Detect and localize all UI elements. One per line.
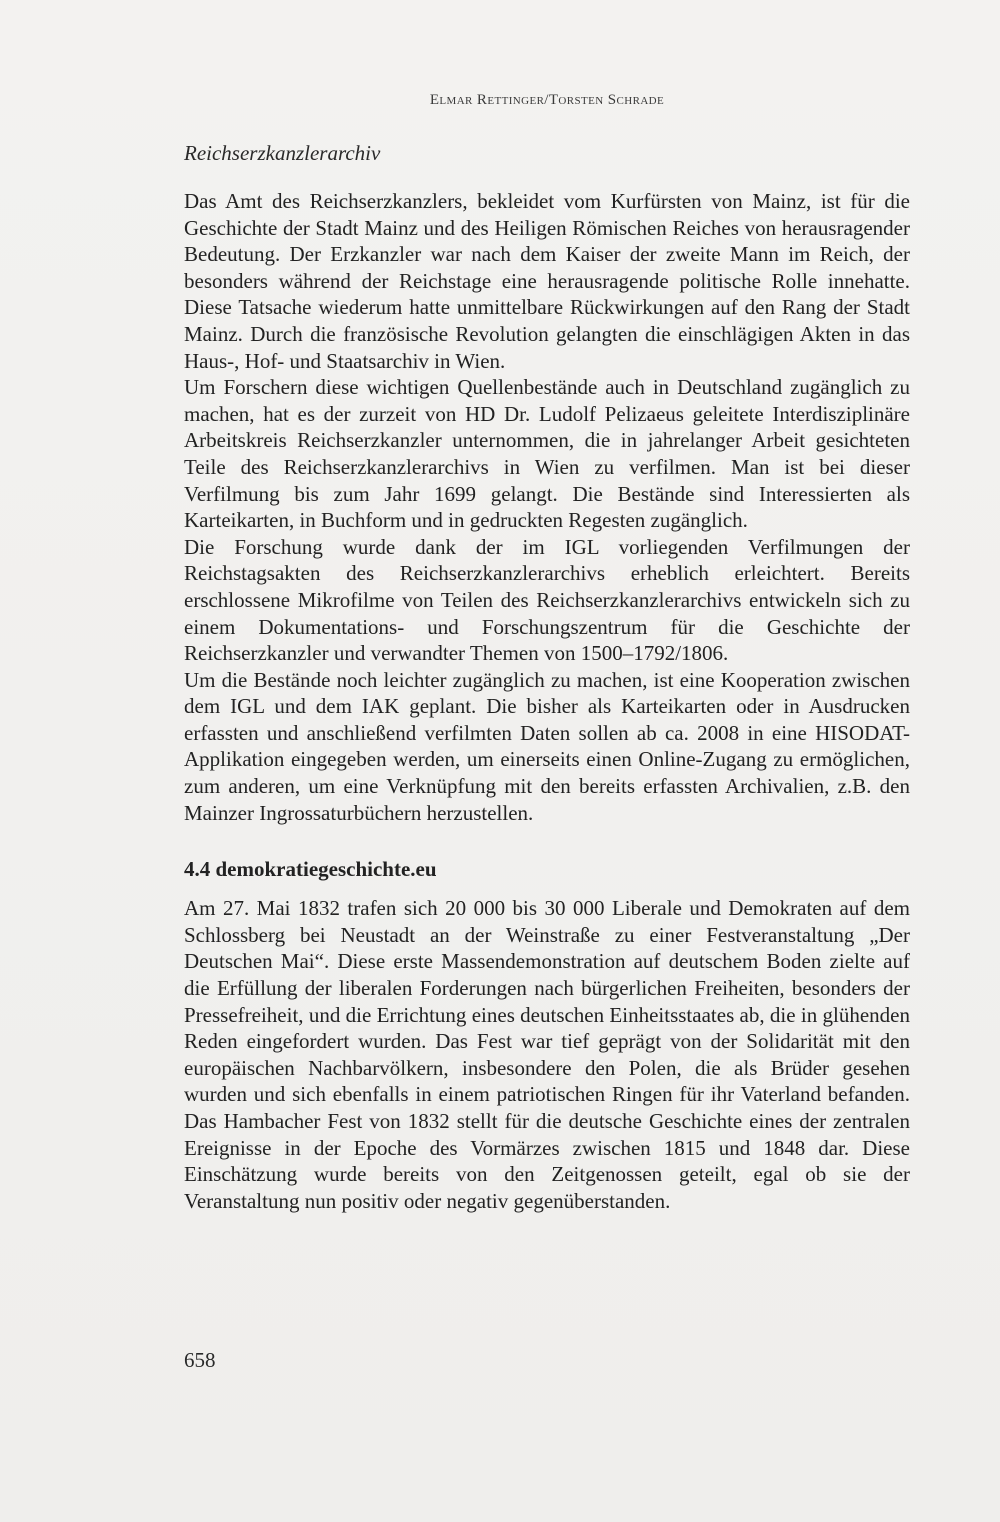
section-title-reichserzkanzlerarchiv: Reichserzkanzlerarchiv (184, 141, 381, 165)
paragraph-5: Am 27. Mai 1832 trafen sich 20 000 bis 30 000 Liberale und Demokraten auf dem Schlossberg bei Neustadt an der Weinstraße zu einer Festveranstaltung „Der Deutschen Mai“. Diese erste Massendemonstration auf deutschem Boden zielte auf die Erfüllung der liberalen Forderungen nach bürgerlichen Freiheiten, besonders der Pressefreiheit, und die Errichtung eines deutschen Einheitsstaates ab, die in glühenden Reden eingefordert wurden. Das Fest war tief geprägt von der Solidarität mit den europäischen Nachbarvölkern, insbesondere den Polen, die als Brüder gesehen wurden und sich ebenfalls in einem patriotischen Ringen für ihr Vaterland befanden. Das Hambacher Fest von 1832 stellt für die deutsche Geschichte eines der zentralen Ereignisse in der Epoche des Vormärzes zwischen 1815 und 1848 dar. Diese Einschätzung wurde bereits von den Zeitgenossen geteilt, egal ob sie der Veranstaltung nun positiv oder negativ gegenüberstanden. (184, 896, 910, 1213)
paragraph-1: Das Amt des Reichserzkanzlers, bekleidet vom Kurfürsten von Mainz, ist für die Geschichte der Stadt Mainz und des Heiligen Römischen Reiches von herausragender Bedeutung. Der Erzkanzler war nach dem Kaiser der zweite Mann im Reich, der besonders während der Reichstage eine herausragende politische Rolle innehatte. Diese Tatsache wiederum hatte unmittelbare Rückwirkungen auf den Rang der Stadt Mainz. Durch die französische Revolution gelangten die einschlägigen Akten in das Haus-, Hof- und Staatsarchiv in Wien. (184, 189, 910, 373)
paragraph-4: Um die Bestände noch leichter zugänglich zu machen, ist eine Kooperation zwischen dem IGL und dem IAK geplant. Die bisher als Karteikarten oder in Ausdrucken erfassten und anschließend verfilmten Daten sollen ab ca. 2008 in eine HISODAT-Applikation eingegeben werden, um einerseits einen Online-Zugang zu ermöglichen, zum anderen, um eine Verknüpfung mit den bereits erfassten Archivalien, z.B. den Mainzer Ingrossaturbüchern herzustellen. (184, 667, 910, 825)
page-number: 658 (184, 1348, 216, 1372)
page-content (184, 140, 910, 1214)
running-head: Elmar Rettinger/Torsten Schrade (429, 92, 665, 108)
paragraph-3: Die Forschung wurde dank der im IGL vorliegenden Verfilmungen der Reichstagsakten des Reichserzkanzlerarchivs erheblich erleichtert. Bereits erschlossene Mikrofilme von Teilen des Reichserzkanzlerarchivs entwickeln sich zu einem Dokumentations- und Forschungszentrum für die Geschichte der Reichserzkanzler und verwandter Themen von 1500–1792/1806. (184, 534, 910, 666)
section-heading-demokratiegeschichte: 4.4 demokratiegeschichte.eu (184, 857, 437, 882)
paragraph-2: Um Forschern diese wichtigen Quellenbestände auch in Deutschland zugänglich zu machen, hat es der zurzeit von HD Dr. Ludolf Pelizaeus geleitete Interdisziplinäre Arbeitskreis Reichserzkanzler unternommen, die in jahrelanger Arbeit gesichteten Teile des Reichserzkanzlerarchivs in Wien zu verfilmen. Man ist bei dieser Verfilmung bis zum Jahr 1699 gelangt. Die Bestände sind Interessierten als Karteikarten, in Buchform und in gedruckten Regesten zugänglich. (184, 375, 910, 533)
